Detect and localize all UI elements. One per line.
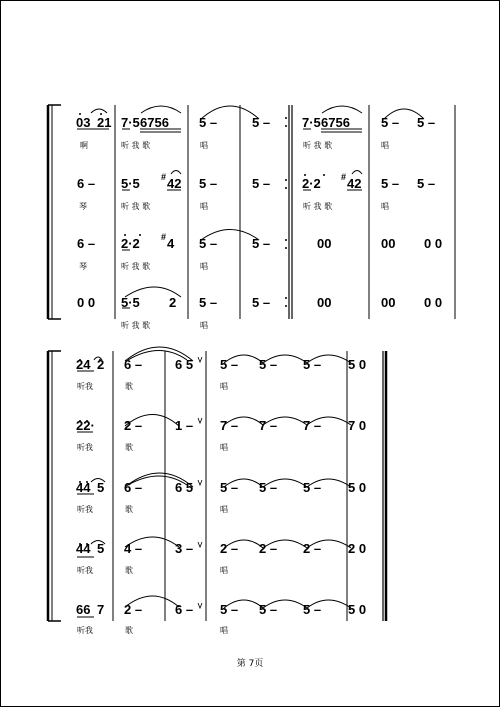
- note-group: 00: [381, 236, 396, 251]
- note-group: 6 –: [77, 176, 96, 191]
- note-group: 44: [76, 541, 91, 556]
- page-number: 第 7页: [236, 659, 264, 669]
- note-group: 5 –: [220, 480, 239, 495]
- note-group: 00: [317, 295, 332, 310]
- note-group: 7 0: [348, 418, 367, 433]
- note-group: 4: [167, 236, 175, 251]
- note-group: 7 –: [220, 418, 239, 433]
- lyric: 唱: [200, 202, 208, 211]
- note-group: 21: [97, 115, 112, 130]
- note-group: 5 –: [259, 480, 278, 495]
- note-group: 2 –: [124, 418, 143, 433]
- note-group: 5 –: [199, 295, 218, 310]
- note-group: 2 0: [348, 541, 367, 556]
- note-group: 5 –: [303, 602, 322, 617]
- lyric: 听 我 歌: [121, 262, 151, 271]
- sharp-sign: #: [161, 232, 167, 242]
- sharp-sign: #: [341, 172, 347, 182]
- note-group: 5 –: [252, 236, 271, 251]
- lyric: 听我: [77, 443, 93, 452]
- note-group: 42: [167, 176, 182, 191]
- note-group: 5 –: [199, 115, 218, 130]
- note-group: 5 –: [303, 357, 322, 372]
- note-group: 6 –: [175, 602, 194, 617]
- lyric: 唱: [220, 443, 228, 452]
- note-group: 5 –: [199, 176, 218, 191]
- note-group: 5 0: [348, 602, 367, 617]
- lyric: 唱: [200, 141, 208, 150]
- note-group: 5 –: [199, 236, 218, 251]
- note-group: 7: [97, 602, 105, 617]
- lyric: 琴: [79, 262, 87, 271]
- note-group: 2 –: [259, 541, 278, 556]
- note-group: 5 –: [417, 176, 436, 191]
- lyric: 歌: [125, 382, 133, 391]
- barlines-system-1: [48, 105, 455, 319]
- note-group: 7·5: [121, 115, 140, 130]
- note-group: 5 –: [381, 115, 400, 130]
- lyric: 唱: [220, 505, 228, 514]
- note-group: 5 –: [303, 480, 322, 495]
- note-group: 4 –: [124, 541, 143, 556]
- note-group: 44: [76, 480, 91, 495]
- note-group: 6 –: [124, 357, 143, 372]
- lyric: 听我: [77, 382, 93, 391]
- note-group: 0 0: [424, 236, 443, 251]
- lyric: 唱: [220, 382, 228, 391]
- lyric: 唱: [381, 141, 389, 150]
- note-group: 2 –: [124, 602, 143, 617]
- lyric: 琴: [79, 202, 87, 211]
- lyric: 听 我 歌: [121, 202, 151, 211]
- lyric: 听我: [77, 505, 93, 514]
- lyric: 唱: [220, 626, 228, 635]
- note-group: 5 –: [417, 115, 436, 130]
- note-group: 7 –: [303, 418, 322, 433]
- lyric: 唱: [220, 566, 228, 575]
- note-group: 00: [317, 236, 332, 251]
- note-group: 0 0: [77, 295, 96, 310]
- note-group: 5 –: [259, 357, 278, 372]
- note-group: 6 5: [175, 480, 194, 495]
- note-group: 66: [76, 602, 91, 617]
- note-group: 0 0: [424, 295, 443, 310]
- lyric: 听 我 歌: [121, 321, 151, 330]
- note-group: 2: [97, 357, 105, 372]
- note-group: 2 –: [220, 541, 239, 556]
- note-group: 7·5: [302, 115, 321, 130]
- note-group: 6 –: [124, 480, 143, 495]
- breath-marks: [198, 357, 202, 608]
- note-group: 5: [97, 480, 105, 495]
- note-group: 5 –: [252, 295, 271, 310]
- note-group: 03: [76, 115, 91, 130]
- note-group: 2: [169, 295, 177, 310]
- repeat-dots: [285, 117, 287, 307]
- note-group: 5 –: [381, 176, 400, 191]
- note-group: 2·2: [121, 236, 140, 251]
- note-group: 1 –: [175, 418, 194, 433]
- note-group: 00: [381, 295, 396, 310]
- lyric: 歌: [125, 626, 133, 635]
- note-group: 5: [97, 541, 105, 556]
- lyric: 听 我 歌: [303, 141, 333, 150]
- note-group: 24: [76, 357, 91, 372]
- note-group: 5 0: [348, 357, 367, 372]
- note-group: 6756: [321, 115, 350, 130]
- lyric: 听我: [77, 626, 93, 635]
- lyric: 唱: [200, 321, 208, 330]
- note-group: 5 0: [348, 480, 367, 495]
- note-group: 6 5: [175, 357, 194, 372]
- lyric: 听 我 歌: [303, 202, 333, 211]
- note-group: 5·5: [121, 176, 140, 191]
- note-group: 3 –: [175, 541, 194, 556]
- note-group: 42: [347, 176, 362, 191]
- note-group: 22·: [76, 418, 95, 433]
- note-group: 2·2: [302, 176, 321, 191]
- note-group: 2 –: [303, 541, 322, 556]
- lyric: 听 我 歌: [121, 141, 151, 150]
- lyric: 歌: [125, 505, 133, 514]
- lyric: 唱: [200, 262, 208, 271]
- score-graphics: [1, 1, 499, 706]
- lyric: 听我: [77, 566, 93, 575]
- lyric: 啊: [80, 141, 88, 150]
- note-group: 5·5: [121, 295, 140, 310]
- note-group: 6 –: [77, 236, 96, 251]
- note-group: 5 –: [259, 602, 278, 617]
- lyric: 唱: [381, 202, 389, 211]
- note-group: 5 –: [220, 602, 239, 617]
- note-group: 6756: [140, 115, 169, 130]
- sharp-sign: #: [161, 172, 167, 182]
- lyric: 歌: [125, 443, 133, 452]
- note-group: 7 –: [259, 418, 278, 433]
- note-group: 5 –: [220, 357, 239, 372]
- note-group: 5 –: [252, 176, 271, 191]
- note-group: 5 –: [252, 115, 271, 130]
- lyric: 歌: [125, 566, 133, 575]
